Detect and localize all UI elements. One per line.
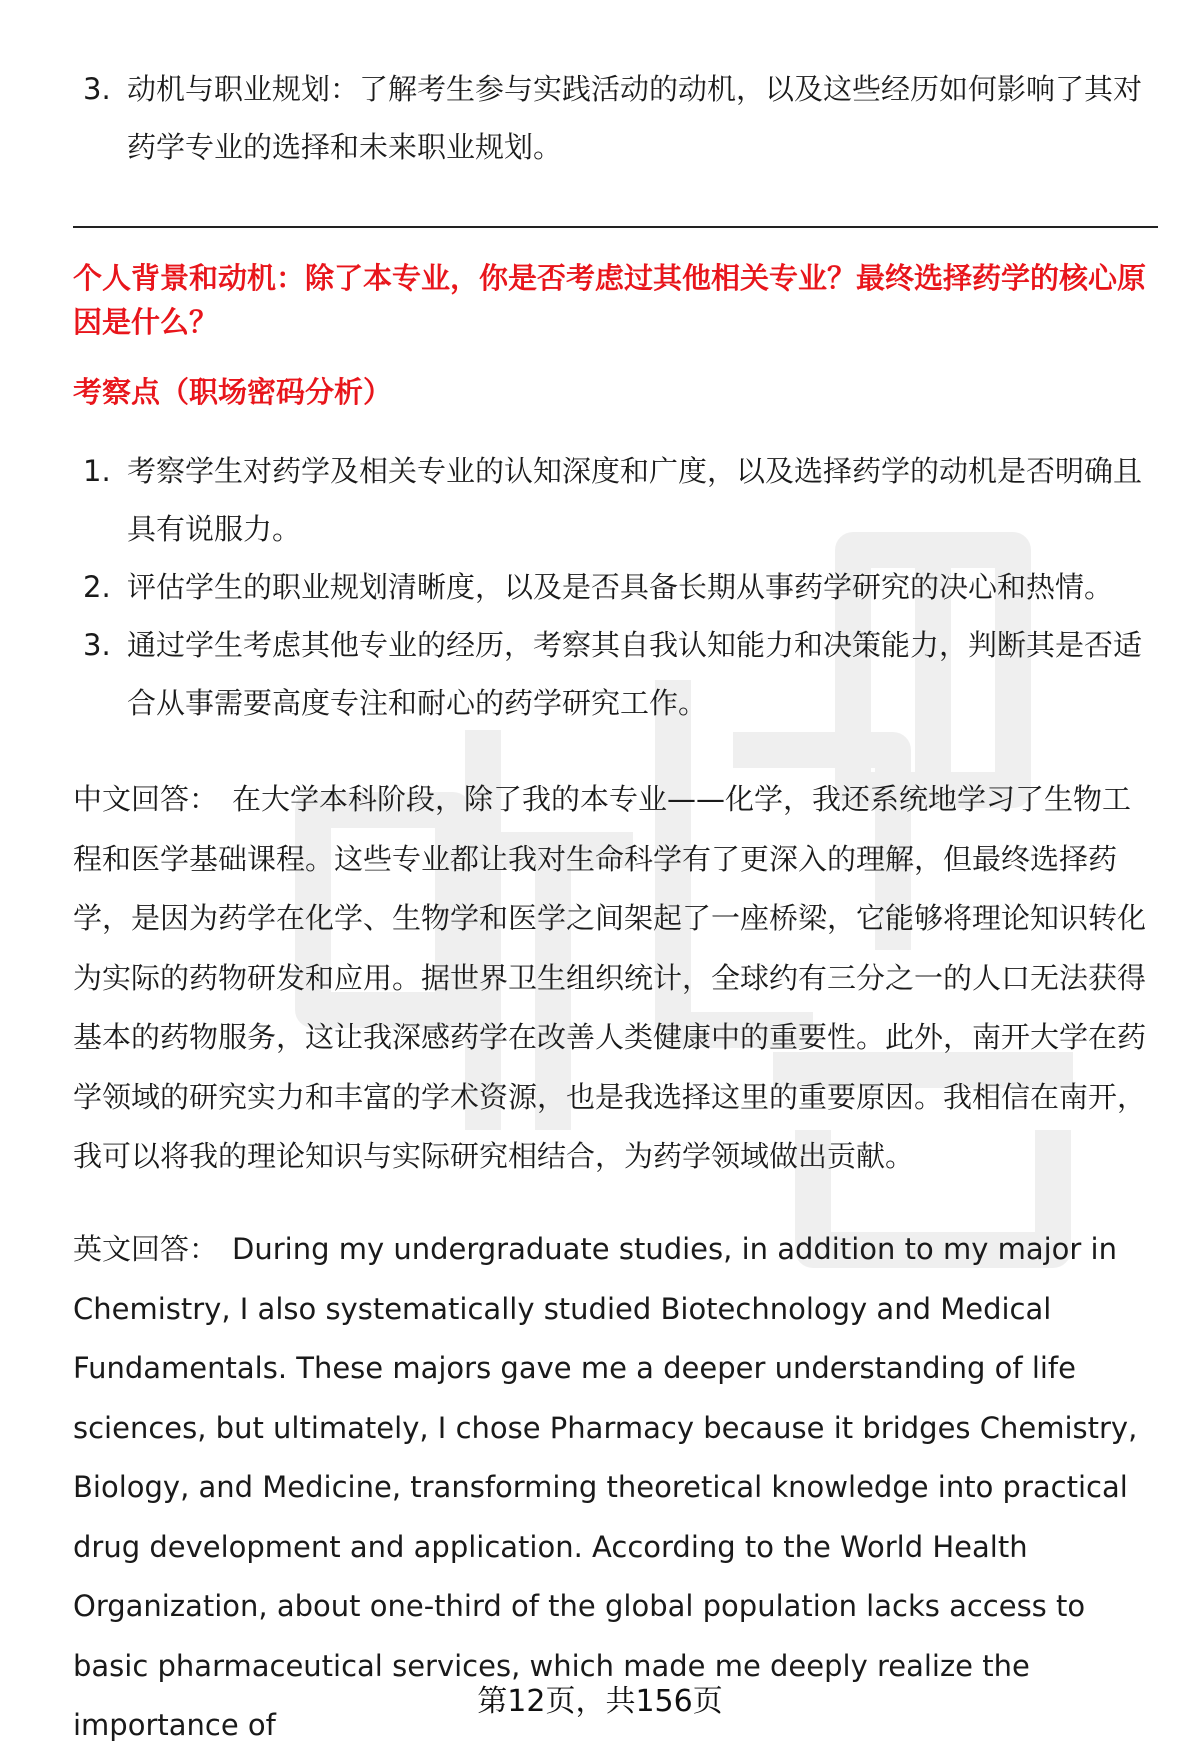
analysis-heading: 考察点（职场密码分析） bbox=[73, 375, 393, 409]
list-number: 3. bbox=[83, 72, 111, 106]
list-item bbox=[73, 616, 1158, 732]
document-page bbox=[73, 0, 1158, 1755]
previous-section-list bbox=[73, 60, 1158, 176]
english-answer bbox=[73, 1220, 1158, 1756]
analysis-points-list bbox=[73, 442, 1158, 732]
chinese-answer bbox=[73, 770, 1158, 1187]
section-divider bbox=[73, 226, 1158, 228]
chinese-answer-label: 中文回答： bbox=[73, 782, 219, 816]
english-answer-label: 英文回答： bbox=[73, 1232, 219, 1266]
page-number-footer: 第12页，共156页 bbox=[477, 1684, 723, 1719]
list-number: 2. bbox=[83, 570, 111, 604]
question-heading: 个人背景和动机：除了本专业，你是否考虑过其他相关专业？最终选择药学的核心原因是什么？ bbox=[73, 261, 1147, 339]
list-text: 通过学生考虑其他专业的经历，考察其自我认知能力和决策能力，判断其是否适合从事需要高度专注和耐心的药学研究工作。 bbox=[127, 628, 1143, 720]
list-number: 1. bbox=[83, 454, 111, 488]
list-text: 考察学生对药学及相关专业的认知深度和广度，以及选择药学的动机是否明确且具有说服力。 bbox=[127, 454, 1143, 546]
list-number: 3. bbox=[83, 628, 111, 662]
list-item bbox=[73, 558, 1158, 616]
list-text: 动机与职业规划：了解考生参与实践活动的动机，以及这些经历如何影响了其对药学专业的选择和未来职业规划。 bbox=[127, 72, 1143, 164]
list-item bbox=[73, 60, 1158, 176]
list-text: 评估学生的职业规划清晰度，以及是否具备长期从事药学研究的决心和热情。 bbox=[127, 570, 1114, 604]
chinese-answer-text: 在大学本科阶段，除了我的本专业——化学，我还系统地学习了生物工程和医学基础课程。这些专业都让我对生命科学有了更深入的理解，但最终选择药学，是因为药学在化学、生物学和医学之间架起了一座桥梁，它能够将理论知识转化为实际的药物研发和应用。据世界卫生组织统计，全球约有三分之一的人口无法获得基本的药物服务，这让我深感药学在改善人类健康中的重要性。此外，南开大学在药学领域的研究实力和丰富的学术资源，也是我选择这里的重要原因。我相信在南开，我可以将我的理论知识与实际研究相结合，为药学领域做出贡献。 bbox=[73, 782, 1147, 1173]
english-answer-text: During my undergraduate studies, in addition to my major in Chemistry, I also systematically studied Biotechnology and Medical Fundamentals. These majors gave me a deeper understanding of life sciences, but ultimately, I chose Pharmacy because it bridges Chemistry, Biology, and Medicine, transforming theoretical knowledge into practical drug development and application. According to the World Health Organization, about one-third of the global population lacks access to basic pharmaceutical services, which made me deeply realize the importance of bbox=[73, 1232, 1138, 1742]
list-item bbox=[73, 442, 1158, 558]
